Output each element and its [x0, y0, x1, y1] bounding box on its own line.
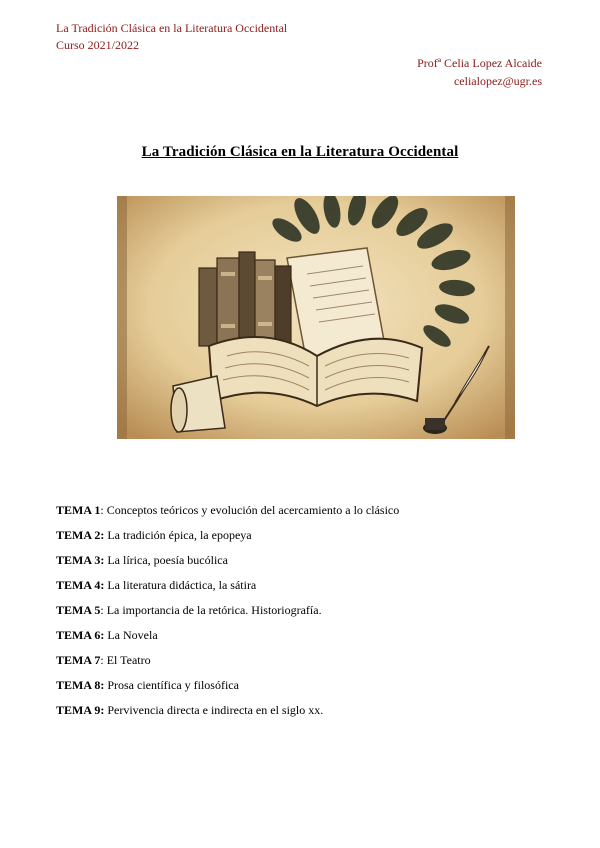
- topic-label: TEMA 3:: [56, 553, 105, 567]
- header-course-info: [56, 20, 287, 54]
- course-title: La Tradición Clásica en la Literatura Occidental: [56, 21, 288, 35]
- professor-name: Profª Celia Lopez Alcaide: [417, 56, 542, 70]
- topic-8: [56, 678, 399, 703]
- topic-separator: :: [100, 603, 107, 617]
- topic-text: Prosa científica y filosófica: [107, 678, 239, 692]
- topic-text: La lírica, poesía bucólica: [107, 553, 228, 567]
- topic-text: Pervivencia directa e indirecta en el siglo xx.: [107, 703, 324, 717]
- topic-text: La literatura didáctica, la sátira: [107, 578, 257, 592]
- topic-separator: :: [100, 653, 107, 667]
- topic-4: [56, 578, 399, 603]
- topic-1: [56, 503, 399, 528]
- topic-label: TEMA 1: [56, 503, 101, 517]
- topic-label: TEMA 7: [56, 653, 101, 667]
- header-professor-info: [417, 54, 542, 90]
- topic-9: [56, 703, 399, 728]
- topic-text: El Teatro: [106, 653, 151, 667]
- topic-5: [56, 603, 399, 628]
- topic-text: La importancia de la retórica. Historiografía.: [106, 603, 322, 617]
- topic-label: TEMA 6:: [56, 628, 105, 642]
- topic-label: TEMA 5: [56, 603, 101, 617]
- topic-text: La tradición épica, la epopeya: [107, 528, 252, 542]
- books-illustration: [117, 196, 515, 439]
- topic-6: [56, 628, 399, 653]
- topic-label: TEMA 2:: [56, 528, 105, 542]
- topic-text: La Novela: [107, 628, 158, 642]
- topic-2: [56, 528, 399, 553]
- course-year: Curso 2021/2022: [56, 38, 140, 52]
- topic-text: Conceptos teóricos y evolución del acercamiento a lo clásico: [106, 503, 400, 517]
- topic-3: [56, 553, 399, 578]
- topic-separator: :: [100, 503, 107, 517]
- professor-email: celialopez@ugr.es: [453, 74, 542, 88]
- topic-label: TEMA 4:: [56, 578, 105, 592]
- topic-label: TEMA 9:: [56, 703, 105, 717]
- topic-label: TEMA 8:: [56, 678, 105, 692]
- topics-list: [56, 503, 399, 728]
- page-title: La Tradición Clásica en la Literatura Occidental: [141, 144, 459, 160]
- topic-7: [56, 653, 399, 678]
